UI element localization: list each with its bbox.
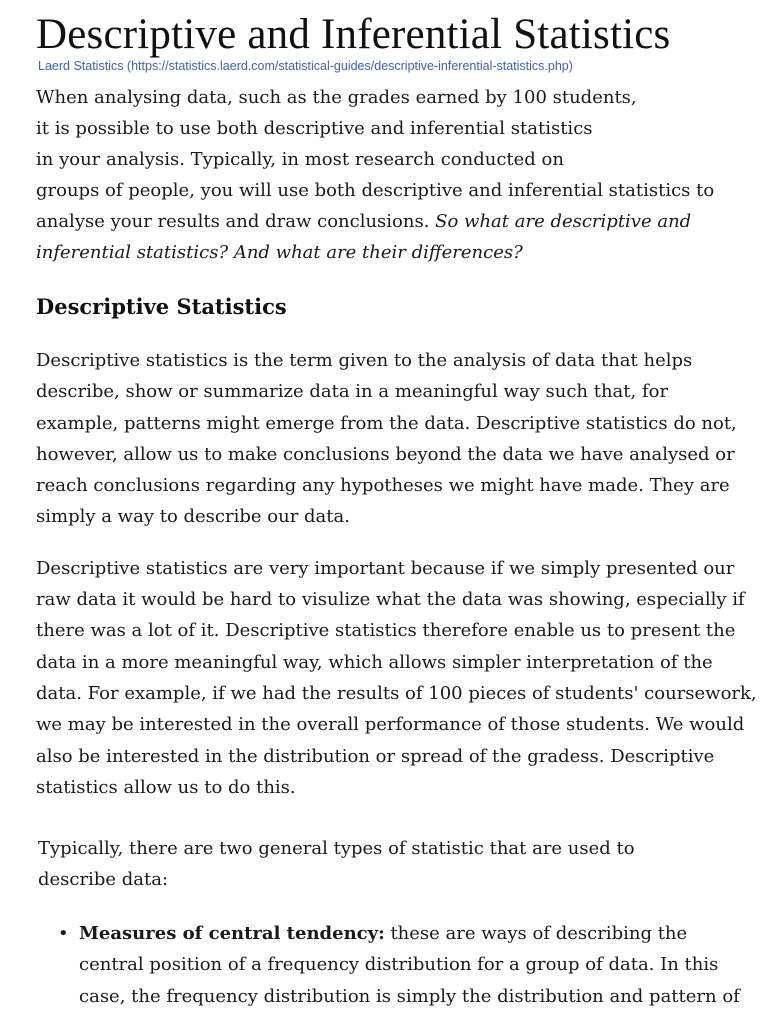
paragraph-line: describe data: — [38, 869, 169, 891]
intro-question: inferential statistics? And what are their differences? — [36, 242, 523, 263]
intro-line: When analysing data, such as the grades earned by 100 students, — [36, 87, 637, 108]
paragraph-line: however, allow us to make conclusions beyond the data we have analysed or — [36, 443, 735, 465]
paragraph-line: Typically, there are two general types of statistic that are used to — [38, 838, 635, 860]
paragraph-line: data in a more meaningful way, which allows simpler interpretation of the — [36, 651, 713, 673]
paragraph-line: there was a lot of it. Descriptive statistics therefore enable us to present the — [36, 620, 736, 642]
intro-plain-text: analyse your results and draw conclusions. — [36, 211, 436, 232]
page-title: Descriptive and Inferential Statistics — [36, 11, 671, 58]
paragraph-line: data. For example, if we had the results of 100 pieces of students' coursework, — [36, 682, 757, 704]
intro-line — [36, 237, 736, 268]
intro-question: So what are descriptive and — [435, 211, 692, 232]
bullet-icon: • — [58, 922, 69, 944]
paragraph-line: Descriptive statistics are very important because if we simply presented our — [36, 557, 735, 579]
paragraph-line: describe, show or summarize data in a meaningful way such that, for — [36, 381, 669, 403]
intro-line: it is possible to use both descriptive and inferential statistics — [36, 118, 593, 139]
intro-line: groups of people, you will use both descriptive and inferential statistics to — [36, 180, 715, 201]
list-item-line: case, the frequency distribution is simply the distribution and pattern of — [79, 985, 740, 1007]
list-item-line — [79, 918, 736, 950]
paragraph-line: statistics allow us to do this. — [36, 776, 296, 798]
paragraph-line: also be interested in the distribution or spread of the gradess. Descriptive — [36, 745, 715, 767]
intro-paragraph — [36, 82, 736, 268]
paragraph-line: Descriptive statistics is the term given to the analysis of data that helps — [36, 350, 693, 371]
paragraph-line: we may be interested in the overall performance of those students. We would — [36, 714, 745, 736]
paragraph-line: example, patterns might emerge from the data. Descriptive statistics do not, — [36, 412, 737, 434]
intro-line — [36, 206, 736, 237]
paragraph-line: raw data it would be hard to visulize what the data was showing, especially if — [36, 589, 745, 611]
section-heading: Descriptive Statistics — [36, 294, 287, 319]
list-item-text: these are ways of describing the — [384, 922, 688, 944]
list-item-term: Measures of central tendency: — [79, 922, 385, 944]
source-link[interactable]: Laerd Statistics (https://statistics.laerd.com/statistical-guides/descriptive-inferential-statistics.php) — [38, 59, 573, 73]
paragraph-line: simply a way to describe our data. — [36, 506, 350, 528]
paragraph-types — [36, 833, 736, 896]
intro-line: in your analysis. Typically, in most research conducted on — [36, 149, 564, 170]
statistic-types-list — [36, 918, 740, 1013]
list-item — [36, 918, 740, 1013]
article — [36, 0, 757, 1012]
paragraph-definition — [36, 345, 736, 533]
paragraph-importance — [36, 553, 757, 803]
paragraph-line: reach conclusions regarding any hypotheses we might have made. They are — [36, 475, 730, 497]
list-item-line: central position of a frequency distribution for a group of data. In this — [79, 954, 719, 976]
